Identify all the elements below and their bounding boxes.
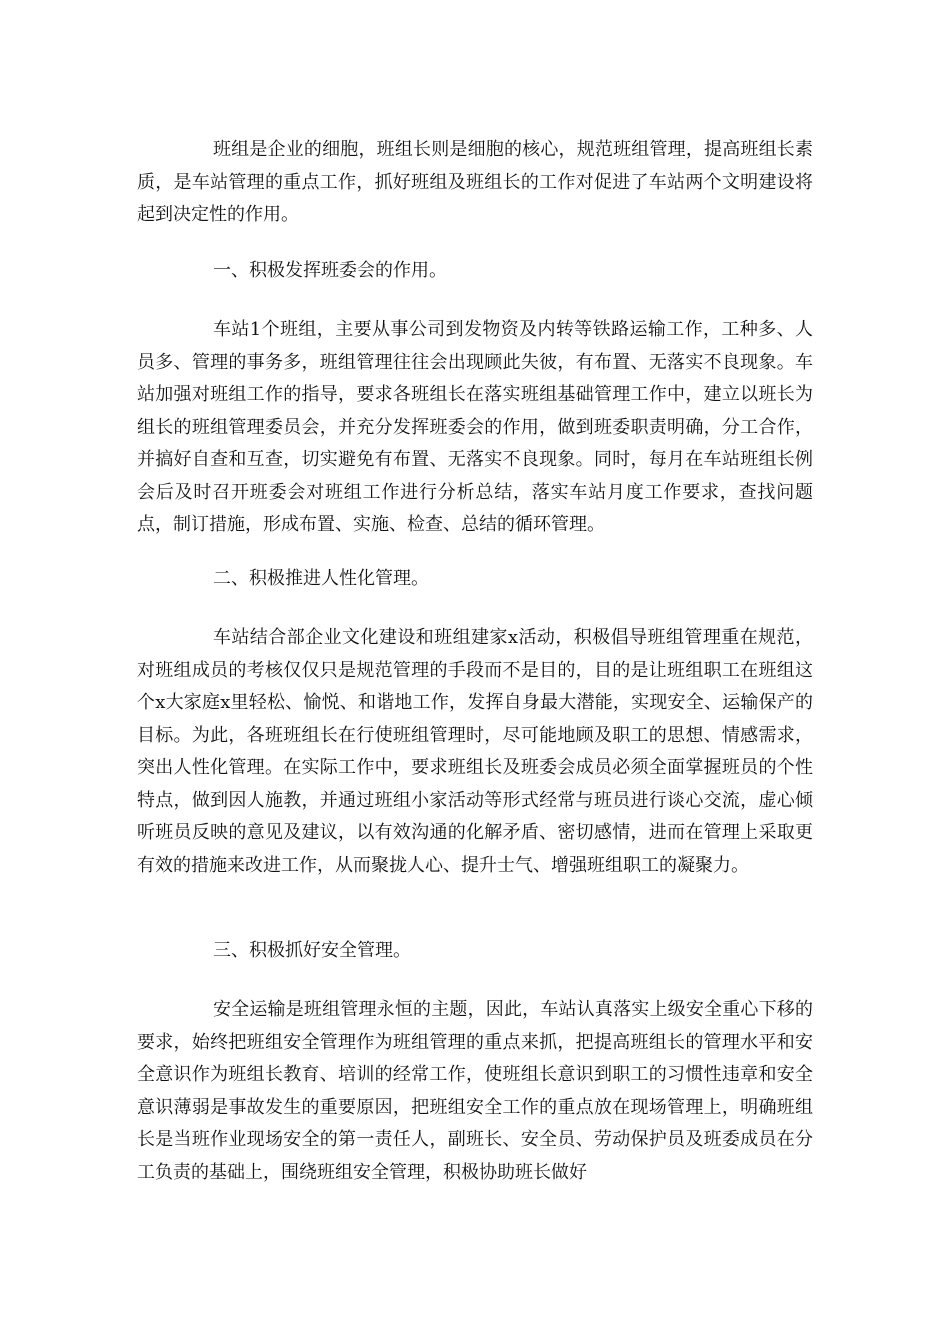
section-body-2: 车站结合部企业文化建设和班组建家x活动，积极倡导班组管理重在规范，对班组成员的考核仅仅只是规范管理的手段而不是目的，目的是让班组职工在班组这个x大家庭x里轻松、愉悦、和谐地工作，发挥自身最大潜能，实现安全、运输保产的目标。为此，各班班组长在行使班组管理时，尽可能地顾及职工的思想、情感需求，突出人性化管理。在实际工作中，要求班组长及班委会成员必须全面掌握班员的个性特点，做到因人施教，并通过班组小家活动等形式经常与班员进行谈心交流，虚心倾听班员反映的意见及建议，以有效沟通的化解矛盾、密切感情，进而在管理上采取更有效的措施来改进工作，从而聚拢人心、提升士气、增强班组职工的凝聚力。 bbox=[137, 627, 813, 876]
intro-paragraph: 班组是企业的细胞，班组长则是细胞的核心，规范班组管理，提高班组长素质，是车站管理的重点工作，抓好班组及班组长的工作对促进了车站两个文明建设将起到决定性的作用。 bbox=[137, 139, 813, 225]
section-body-1: 车站1个班组，主要从事公司到发物资及内转等铁路运输工作，工种多、人员多、管理的事务多，班组管理往往会出现顾此失彼，有布置、无落实不良现象。车站加强对班组工作的指导，要求各班组长在落实班组基础管理工作中，建立以班长为组长的班组管理委员会，并充分发挥班委会的作用，做到班委职责明确，分工合作，并搞好自查和互查，切实避免有布置、无落实不良现象。同时，每月在车站班组长例会后及时召开班委会对班组工作进行分析总结，落实车站月度工作要求，查找问题点，制订措施，形成布置、实施、检查、总结的循环管理。 bbox=[137, 319, 813, 535]
section-heading-2: 二、积极推进人性化管理。 bbox=[213, 568, 429, 589]
section-heading-3: 三、积极抓好安全管理。 bbox=[213, 940, 411, 961]
section-body-3: 安全运输是班组管理永恒的主题，因此，车站认真落实上级安全重心下移的要求，始终把班组安全管理作为班组管理的重点来抓，把提高班组长的管理水平和安全意识作为班组长教育、培训的经常工作，使班组长意识到职工的习惯性违章和安全意识薄弱是事故发生的重要原因，把班组安全工作的重点放在现场管理上，明确班组长是当班作业现场安全的第一责任人，副班长、安全员、劳动保护员及班委成员在分工负责的基础上，围绕班组安全管理，积极协助班长做好 bbox=[137, 999, 813, 1183]
section-heading-1: 一、积极发挥班委会的作用。 bbox=[213, 260, 447, 281]
